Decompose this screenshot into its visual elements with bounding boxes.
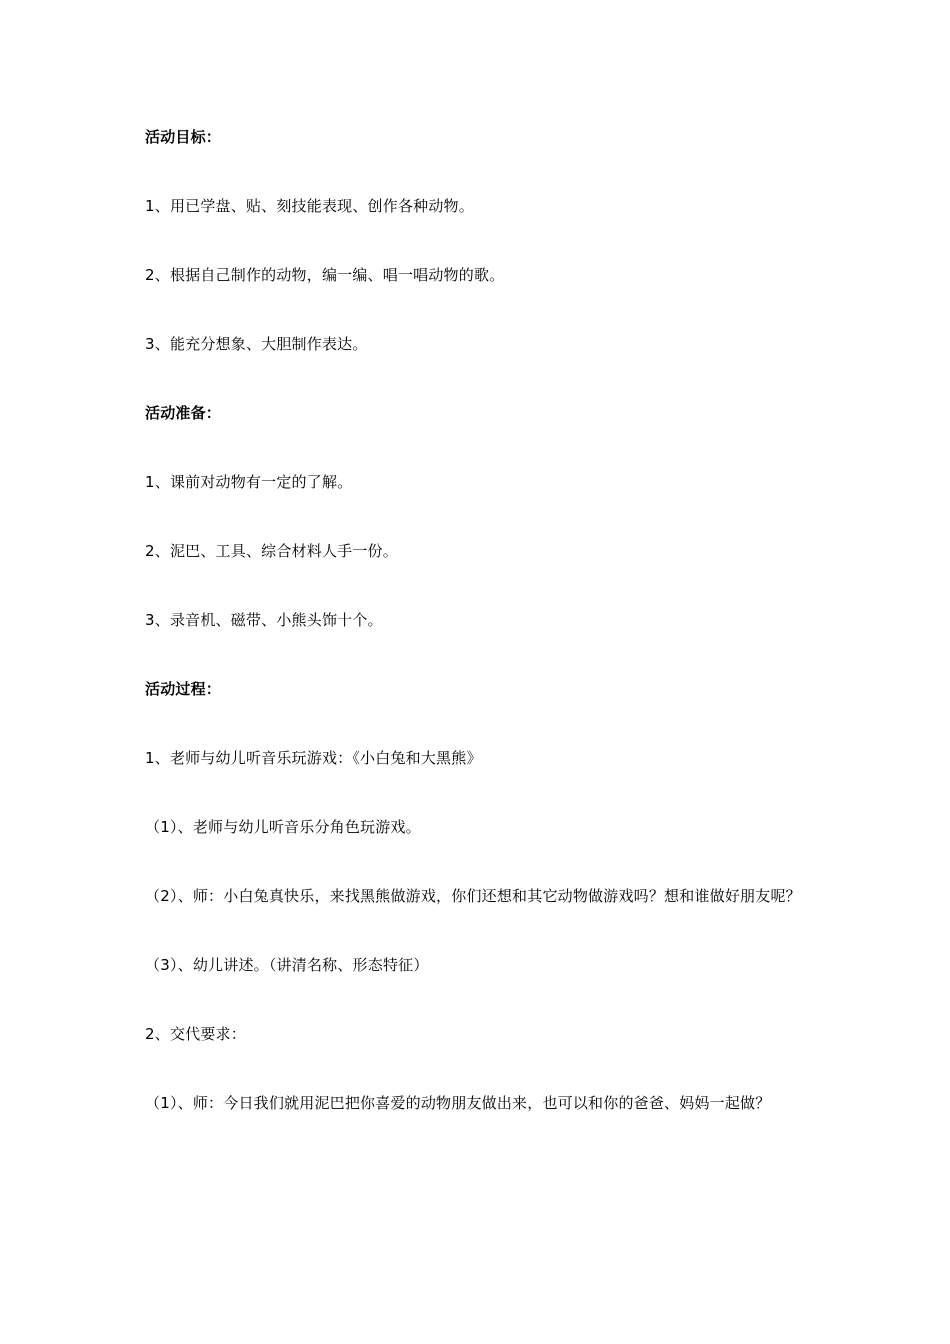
preparation-item-2: 2、泥巴、工具、综合材料人手一份。 bbox=[145, 542, 398, 560]
goal-item-2: 2、根据自己制作的动物，编一编、唱一唱动物的歌。 bbox=[145, 266, 505, 284]
goal-item-3: 3、能充分想象、大胆制作表达。 bbox=[145, 335, 368, 353]
process-item-1: 1、老师与幼儿听音乐玩游戏：《小白兔和大黑熊》 bbox=[145, 749, 482, 767]
process-item-1-2: （2）、师：小白兔真快乐，来找黑熊做游戏，你们还想和其它动物做游戏吗？想和谁做好朋友呢？ bbox=[145, 887, 801, 905]
preparation-item-3: 3、录音机、磁带、小熊头饰十个。 bbox=[145, 611, 383, 629]
goal-item-1: 1、用已学盘、贴、刻技能表现、创作各种动物。 bbox=[145, 197, 474, 215]
process-item-1-3: （3）、幼儿讲述。（讲清名称、形态特征） bbox=[145, 956, 429, 974]
process-item-1-1: （1）、老师与幼儿听音乐分角色玩游戏。 bbox=[145, 818, 421, 836]
section-heading-process: 活动过程： bbox=[145, 680, 222, 698]
section-heading-goals: 活动目标： bbox=[145, 128, 222, 146]
process-item-2: 2、交代要求： bbox=[145, 1025, 246, 1043]
document-body bbox=[145, 120, 805, 1155]
preparation-item-1: 1、课前对动物有一定的了解。 bbox=[145, 473, 353, 491]
section-heading-preparation: 活动准备： bbox=[145, 404, 222, 422]
process-item-2-1: （1）、师：今日我们就用泥巴把你喜爱的动物朋友做出来，也可以和你的爸爸、妈妈一起做？ bbox=[145, 1094, 771, 1112]
